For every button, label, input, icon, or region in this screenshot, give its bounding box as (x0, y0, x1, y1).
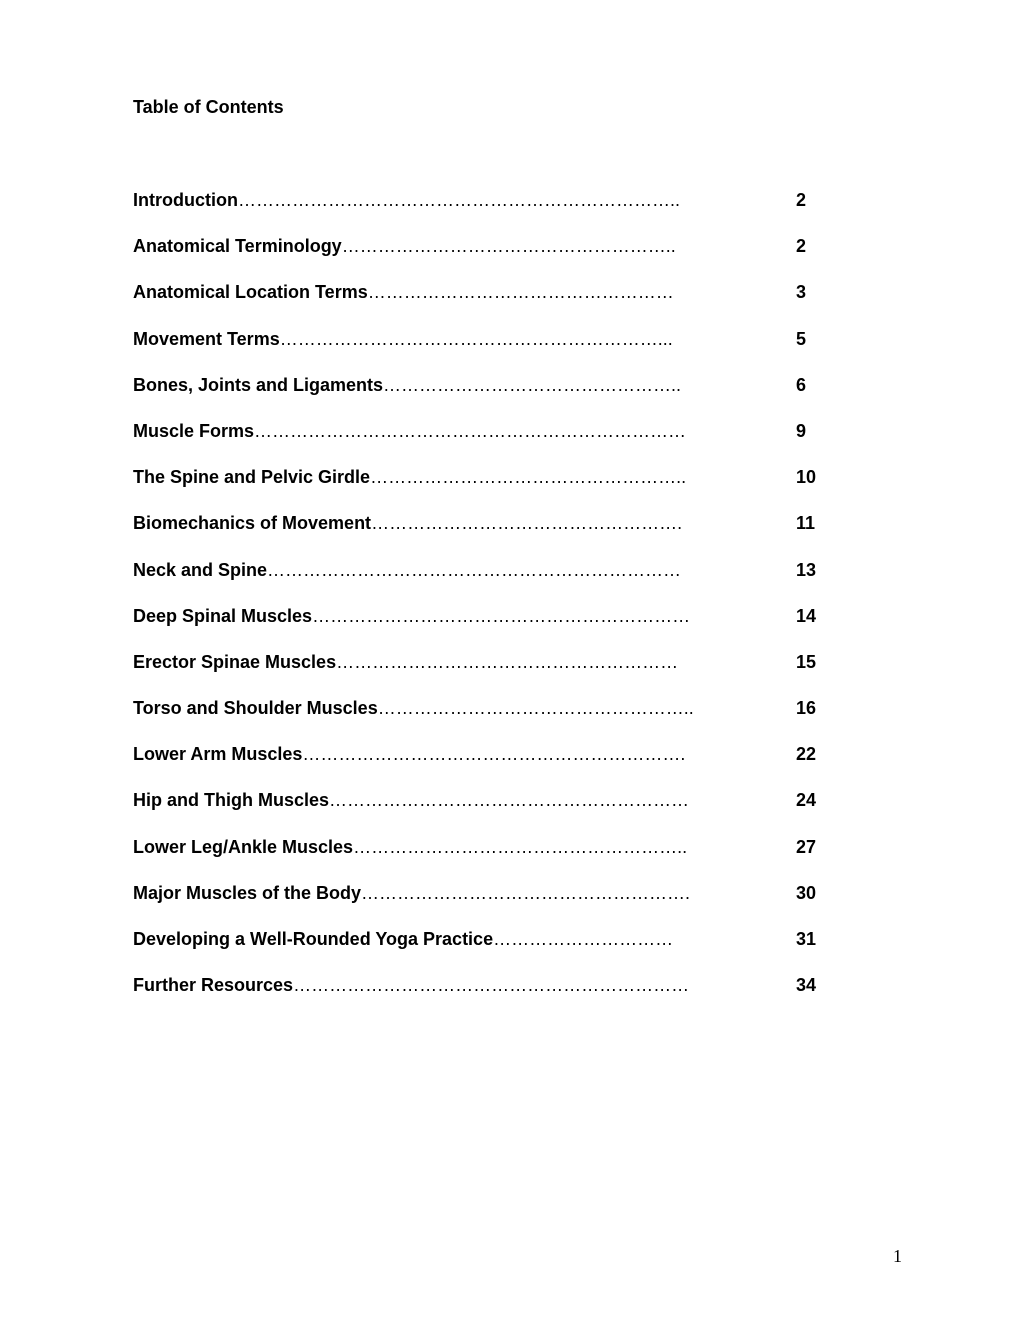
toc-entry-label: Neck and Spine (133, 559, 268, 580)
toc-entry-text (133, 466, 686, 488)
toc-entry-text (133, 420, 686, 442)
toc-entry-label: Erector Spinae Muscles (133, 651, 337, 672)
toc-entry-page: 22 (796, 744, 817, 765)
toc-entry-text (133, 882, 690, 904)
toc-entry-page: 9 (796, 420, 807, 441)
toc-entry-text (133, 789, 689, 811)
toc-entry-page: 16 (796, 698, 817, 719)
toc-entry (133, 789, 833, 835)
toc-entry (133, 235, 833, 281)
toc-entry-label: Developing a Well-Rounded Yoga Practice (133, 929, 494, 949)
toc-entry-text (133, 605, 690, 627)
toc-leader: ……………………………………………………………….. (237, 190, 680, 210)
toc-leader: ………………………………………….. (383, 374, 682, 395)
toc-entry-page: 15 (796, 651, 817, 672)
toc-leader: ………………………………………………. (361, 882, 691, 903)
toc-entry-text (133, 189, 680, 211)
toc-entry-text (133, 512, 682, 534)
toc-entry-text (133, 836, 687, 858)
toc-leader: ………………………………………………… (336, 651, 679, 672)
toc-entry-page: 34 (796, 975, 817, 996)
toc-entry-page: 5 (796, 328, 807, 349)
toc-entry-page: 30 (796, 882, 817, 903)
toc-leader: …………………………………………… (367, 282, 674, 303)
toc-entry-text (133, 374, 681, 396)
toc-leader: ………………………………………………………. (302, 744, 686, 765)
toc-entry-page: 2 (796, 236, 807, 257)
toc-entry-text (133, 743, 685, 765)
toc-leader: ………………………………………………………... (279, 328, 673, 349)
page-title: Table of Contents (133, 97, 284, 117)
toc-leader: …………………………………………………… (329, 790, 690, 811)
toc-leader: ……………………………………………………… (312, 605, 691, 626)
toc-entry-label: Biomechanics of Movement (133, 513, 372, 534)
toc-entry (133, 697, 833, 743)
toc-entry (133, 328, 833, 374)
toc-entry (133, 559, 833, 605)
toc-entry (133, 189, 833, 235)
toc-leader: ………………………………………………………… (293, 975, 690, 996)
toc-entry-text (133, 697, 694, 719)
toc-entry-label: Anatomical Terminology (133, 236, 342, 257)
toc-entry-page: 2 (796, 190, 807, 210)
toc-list (133, 189, 833, 1020)
toc-entry (133, 605, 833, 651)
toc-entry-label: Major Muscles of the Body (133, 882, 362, 903)
toc-entry-text (133, 235, 676, 257)
toc-leader: ……………………………………………………………… (254, 420, 687, 441)
toc-leader: ……………………………………………. (371, 513, 683, 534)
toc-entry-label: Further Resources (133, 975, 294, 996)
toc-entry-label: Bones, Joints and Ligaments (133, 374, 384, 395)
toc-entry-label: Deep Spinal Muscles (133, 605, 313, 626)
toc-leader: ……………………………………………….. (353, 836, 688, 857)
toc-entry-label: Muscle Forms (133, 420, 255, 441)
toc-entry-label: Lower Leg/Ankle Muscles (133, 836, 354, 857)
toc-entry (133, 374, 833, 420)
toc-entry-label: Introduction (133, 190, 238, 210)
toc-entry-label: Movement Terms (133, 328, 280, 349)
toc-entry-text (133, 281, 674, 303)
toc-entry-page: 24 (796, 790, 817, 811)
toc-entry-text (133, 974, 689, 996)
toc-entry (133, 882, 833, 928)
toc-entry-text (133, 328, 673, 350)
toc-entry (133, 466, 833, 512)
toc-entry-page: 10 (796, 467, 817, 488)
toc-entry-page: 31 (796, 929, 817, 949)
page-number: 1 (893, 1246, 902, 1266)
toc-entry (133, 420, 833, 466)
toc-entry-page: 13 (796, 559, 817, 580)
toc-entry-text (133, 928, 673, 950)
toc-entry (133, 743, 833, 789)
toc-leader: ……………………………………………….. (341, 236, 676, 257)
toc-entry-page: 14 (796, 605, 817, 626)
toc-entry-text (133, 651, 678, 673)
toc-entry (133, 651, 833, 697)
toc-entry (133, 281, 833, 327)
toc-leader: …………………………………………………………… (267, 559, 682, 580)
toc-entry-page: 27 (796, 836, 817, 857)
toc-entry-label: Lower Arm Muscles (133, 744, 303, 765)
toc-entry-page: 6 (796, 374, 807, 395)
toc-entry (133, 512, 833, 558)
toc-entry-label: Anatomical Location Terms (133, 282, 368, 303)
toc-entry-page: 3 (796, 282, 807, 303)
toc-entry-label: Torso and Shoulder Muscles (133, 698, 378, 719)
toc-entry (133, 974, 833, 1020)
toc-entry-text (133, 559, 681, 581)
toc-entry-page: 11 (796, 513, 816, 534)
toc-entry (133, 836, 833, 882)
toc-leader: ………………………… (493, 929, 674, 949)
toc-leader: …………………………………………….. (377, 698, 694, 719)
toc-entry-label: Hip and Thigh Muscles (133, 790, 330, 811)
toc-entry (133, 928, 833, 974)
toc-leader: …………………………………………….. (370, 467, 687, 488)
toc-entry-label: The Spine and Pelvic Girdle (133, 467, 371, 488)
